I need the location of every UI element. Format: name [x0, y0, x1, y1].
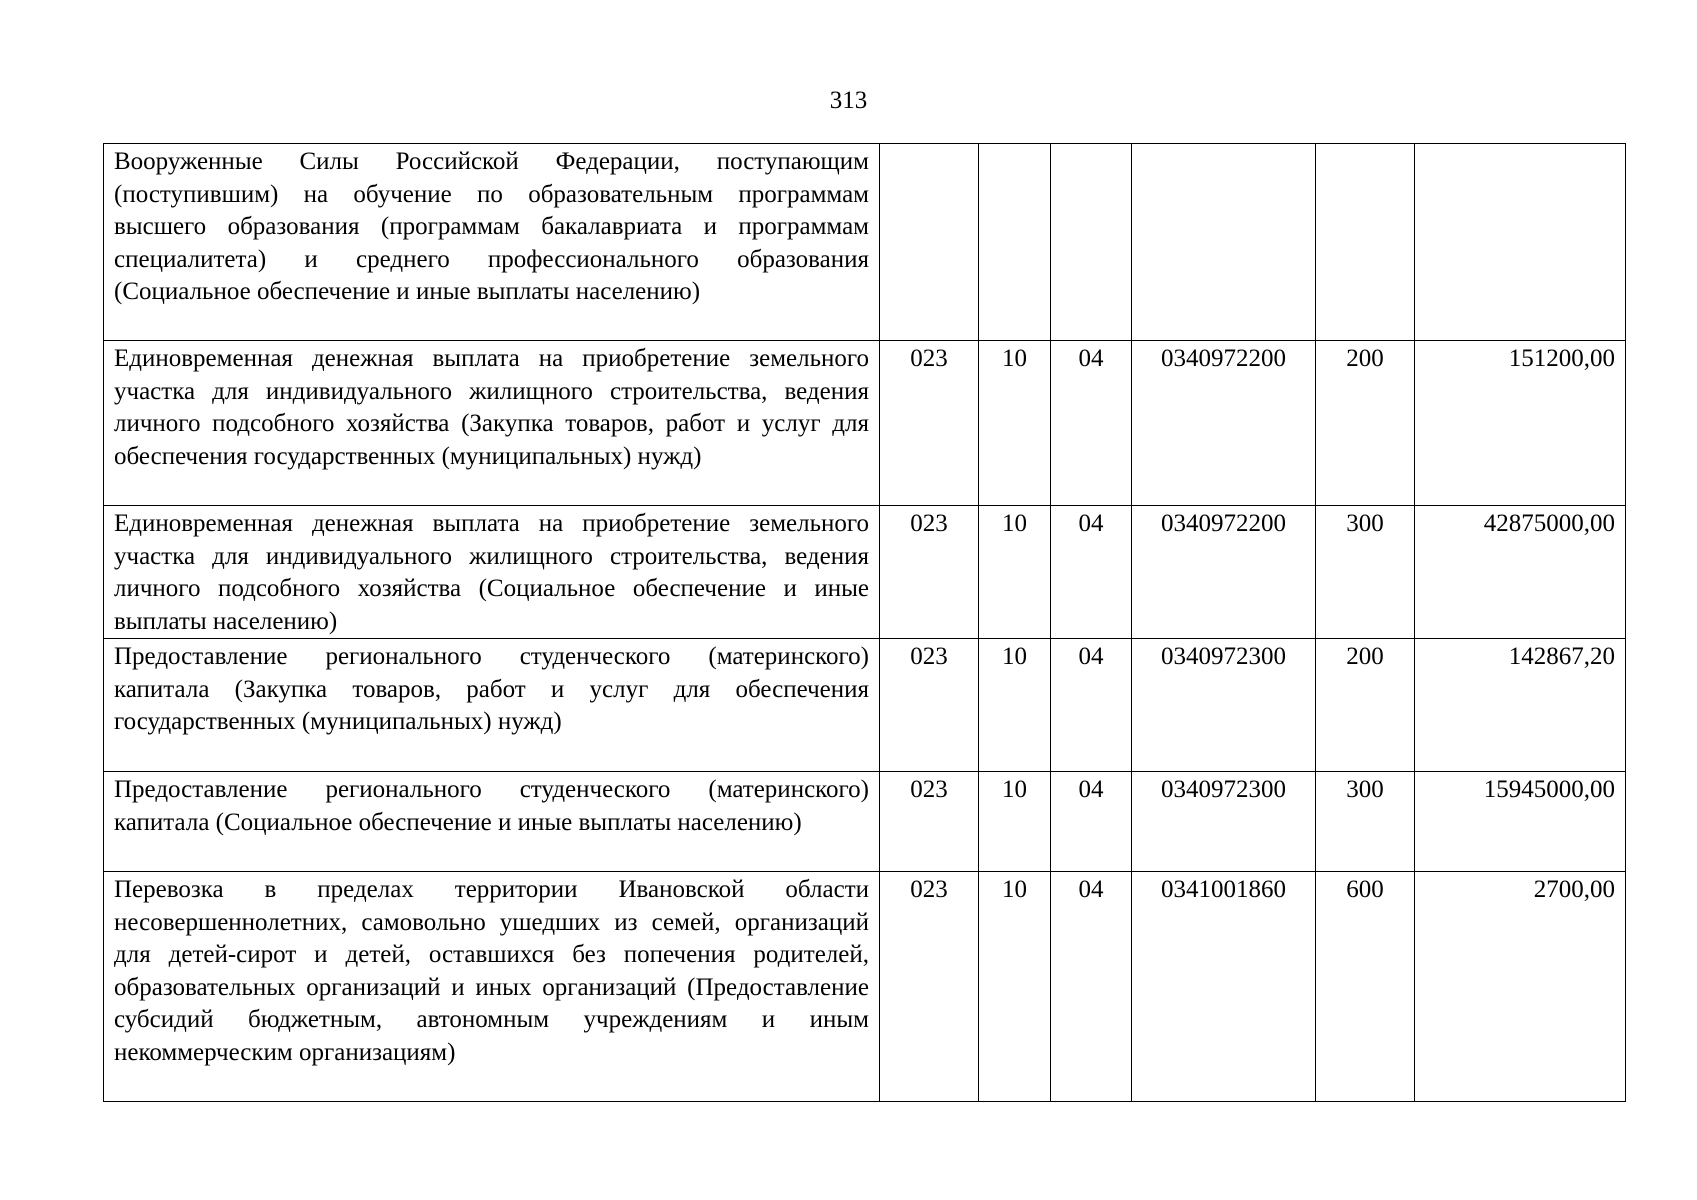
row-section: 10 — [979, 506, 1051, 639]
row-target-article: 0340972200 — [1132, 506, 1316, 639]
row-expense-type: 600 — [1316, 872, 1415, 1102]
row-admin-code: 023 — [880, 772, 979, 872]
row-target-article: 0341001860 — [1132, 872, 1316, 1102]
row-expense-type: 300 — [1316, 506, 1415, 639]
row-subsection: 04 — [1051, 506, 1132, 639]
row-subsection: 04 — [1051, 872, 1132, 1102]
row-admin-code: 023 — [880, 341, 979, 506]
page-number — [0, 86, 1697, 116]
row-admin-code: 023 — [880, 506, 979, 639]
table-row — [104, 144, 1626, 341]
row-target-article: 0340972300 — [1132, 772, 1316, 872]
row-admin-code: 023 — [880, 872, 979, 1102]
table-row — [104, 872, 1626, 1102]
row-expense-type: 200 — [1316, 341, 1415, 506]
row-target-article — [1132, 144, 1316, 341]
row-admin-code — [880, 144, 979, 341]
row-admin-code: 023 — [880, 639, 979, 772]
row-target-article: 0340972300 — [1132, 639, 1316, 772]
table-row — [104, 506, 1626, 639]
row-target-article: 0340972200 — [1132, 341, 1316, 506]
row-description: Вооруженные Силы Российской Федерации, поступающим (поступившим) на обучение по образовательным программам высшего образования (программам бакалавриата и программам специалитета) и среднего профессионального образования (Социальное обеспечение и иные выплаты населению) — [104, 144, 880, 341]
row-expense-type: 300 — [1316, 772, 1415, 872]
row-description: Предоставление регионального студенческого (материнского) капитала (Закупка товаров, работ и услуг для обеспечения государственных (муниципальных) нужд) — [104, 639, 880, 772]
row-description: Перевозка в пределах территории Ивановской области несовершеннолетних, самовольно ушедших из семей, организаций для детей-сирот и детей, оставшихся без попечения родителей, образовательных организаций и иных организаций (Предоставление субсидий бюджетным, автономным учреждениям и иным некоммерческим организациям) — [104, 872, 880, 1102]
row-description: Единовременная денежная выплата на приобретение земельного участка для индивидуального жилищного строительства, ведения личного подсобного хозяйства (Социальное обеспечение и иные выплаты населению) — [104, 506, 880, 639]
row-expense-type — [1316, 144, 1415, 341]
row-description: Единовременная денежная выплата на приобретение земельного участка для индивидуального жилищного строительства, ведения личного подсобного хозяйства (Закупка товаров, работ и услуг для обеспечения государственных (муниципальных) нужд) — [104, 341, 880, 506]
row-amount: 142867,20 — [1415, 639, 1626, 772]
row-amount — [1415, 144, 1626, 341]
budget-table — [103, 143, 1626, 1102]
row-section: 10 — [979, 639, 1051, 772]
row-amount: 42875000,00 — [1415, 506, 1626, 639]
row-description: Предоставление регионального студенческого (материнского) капитала (Социальное обеспечение и иные выплаты населению) — [104, 772, 880, 872]
table-row — [104, 639, 1626, 772]
table-row — [104, 341, 1626, 506]
row-expense-type: 200 — [1316, 639, 1415, 772]
row-section — [979, 144, 1051, 341]
row-subsection — [1051, 144, 1132, 341]
row-subsection: 04 — [1051, 772, 1132, 872]
page-number-text: 313 — [829, 87, 868, 114]
row-amount: 15945000,00 — [1415, 772, 1626, 872]
table-row — [104, 772, 1626, 872]
row-section: 10 — [979, 341, 1051, 506]
row-section: 10 — [979, 772, 1051, 872]
row-amount: 151200,00 — [1415, 341, 1626, 506]
row-subsection: 04 — [1051, 639, 1132, 772]
row-section: 10 — [979, 872, 1051, 1102]
row-subsection: 04 — [1051, 341, 1132, 506]
row-amount: 2700,00 — [1415, 872, 1626, 1102]
